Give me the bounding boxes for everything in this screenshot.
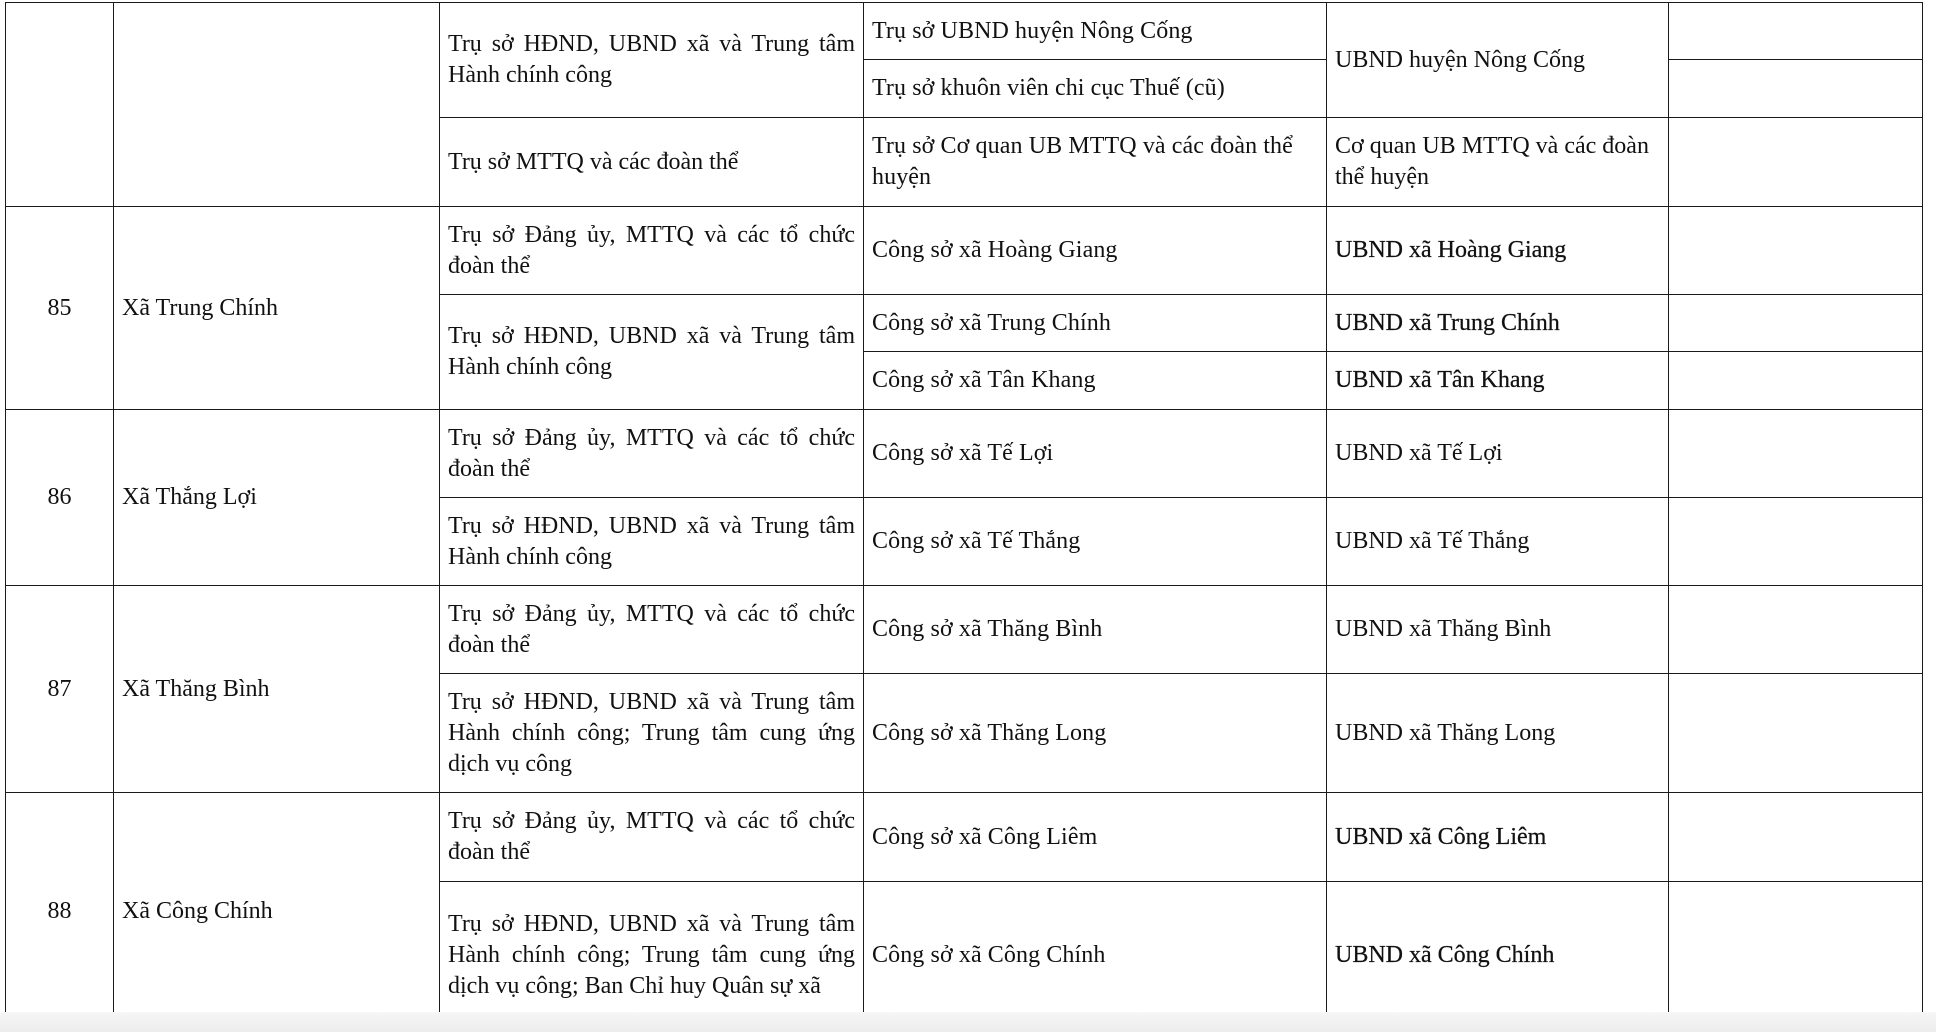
table-row bbox=[6, 793, 1923, 882]
building-cell: Trụ sở UBND huyện Nông Cống bbox=[864, 3, 1327, 60]
commune-name-cell: Xã Công Chính bbox=[114, 793, 440, 1030]
site-cell: Trụ sở HĐND, UBND xã và Trung tâm Hành chính công; Trung tâm cung ứng dịch vụ công bbox=[440, 674, 864, 793]
building-cell: Trụ sở Cơ quan UB MTTQ và các đoàn thể huyện bbox=[864, 118, 1327, 207]
facilities-table bbox=[5, 2, 1923, 1030]
site-cell: Trụ sở Đảng ủy, MTTQ và các tổ chức đoàn thể bbox=[440, 586, 864, 674]
building-cell: Công sở xã Thăng Bình bbox=[864, 586, 1327, 674]
site-cell: Trụ sở HĐND, UBND xã và Trung tâm Hành chính công bbox=[440, 295, 864, 410]
owner-cell: UBND xã Công Liêm bbox=[1327, 793, 1669, 882]
site-cell: Trụ sở HĐND, UBND xã và Trung tâm Hành chính công bbox=[440, 498, 864, 586]
building-cell: Trụ sở khuôn viên chi cục Thuế (cũ) bbox=[864, 60, 1327, 118]
site-cell: Trụ sở Đảng ủy, MTTQ và các tổ chức đoàn thể bbox=[440, 793, 864, 882]
owner-cell: Cơ quan UB MTTQ và các đoàn thể huyện bbox=[1327, 118, 1669, 207]
stt-cell: 85 bbox=[6, 207, 114, 410]
owner-cell: UBND xã Tế Thắng bbox=[1327, 498, 1669, 586]
notes-cell bbox=[1669, 793, 1923, 882]
notes-cell bbox=[1669, 410, 1923, 498]
owner-cell: UBND xã Công Chính bbox=[1327, 882, 1669, 1030]
stt-cell: 86 bbox=[6, 410, 114, 586]
building-cell: Công sở xã Công Chính bbox=[864, 882, 1327, 1030]
site-cell: Trụ sở HĐND, UBND xã và Trung tâm Hành chính công; Trung tâm cung ứng dịch vụ công; Ban Chỉ huy Quân sự xã bbox=[440, 882, 864, 1030]
notes-cell bbox=[1669, 118, 1923, 207]
building-cell: Công sở xã Hoàng Giang bbox=[864, 207, 1327, 295]
site-cell: Trụ sở Đảng ủy, MTTQ và các tổ chức đoàn thể bbox=[440, 410, 864, 498]
page-bottom-shadow bbox=[0, 1012, 1936, 1032]
notes-cell bbox=[1669, 207, 1923, 295]
building-cell: Công sở xã Trung Chính bbox=[864, 295, 1327, 352]
site-cell: Trụ sở Đảng ủy, MTTQ và các tổ chức đoàn thể bbox=[440, 207, 864, 295]
notes-cell bbox=[1669, 60, 1923, 118]
commune-name-cell: Xã Thắng Lợi bbox=[114, 410, 440, 586]
owner-cell: UBND xã Thăng Long bbox=[1327, 674, 1669, 793]
notes-cell bbox=[1669, 352, 1923, 410]
owner-cell: UBND xã Tế Lợi bbox=[1327, 410, 1669, 498]
site-cell: Trụ sở MTTQ và các đoàn thể bbox=[440, 118, 864, 207]
owner-cell: UBND xã Thăng Bình bbox=[1327, 586, 1669, 674]
owner-cell: UBND xã Tân Khang bbox=[1327, 352, 1669, 410]
owner-cell: UBND huyện Nông Cống bbox=[1327, 3, 1669, 118]
commune-name-cell: Xã Thăng Bình bbox=[114, 586, 440, 793]
site-cell: Trụ sở HĐND, UBND xã và Trung tâm Hành chính công bbox=[440, 3, 864, 118]
unit-cell-empty bbox=[114, 3, 440, 207]
table-row bbox=[6, 207, 1923, 295]
notes-cell bbox=[1669, 586, 1923, 674]
owner-cell: UBND xã Hoàng Giang bbox=[1327, 207, 1669, 295]
stt-cell: 88 bbox=[6, 793, 114, 1030]
stt-cell-empty bbox=[6, 3, 114, 207]
table-row bbox=[6, 410, 1923, 498]
owner-cell: UBND xã Trung Chính bbox=[1327, 295, 1669, 352]
building-cell: Công sở xã Tân Khang bbox=[864, 352, 1327, 410]
table-row bbox=[6, 586, 1923, 674]
building-cell: Công sở xã Thăng Long bbox=[864, 674, 1327, 793]
stt-cell: 87 bbox=[6, 586, 114, 793]
notes-cell bbox=[1669, 3, 1923, 60]
table-row bbox=[6, 3, 1923, 60]
notes-cell bbox=[1669, 498, 1923, 586]
notes-cell bbox=[1669, 674, 1923, 793]
notes-cell bbox=[1669, 882, 1923, 1030]
building-cell: Công sở xã Công Liêm bbox=[864, 793, 1327, 882]
building-cell: Công sở xã Tế Thắng bbox=[864, 498, 1327, 586]
commune-name-cell: Xã Trung Chính bbox=[114, 207, 440, 410]
building-cell: Công sở xã Tế Lợi bbox=[864, 410, 1327, 498]
notes-cell bbox=[1669, 295, 1923, 352]
